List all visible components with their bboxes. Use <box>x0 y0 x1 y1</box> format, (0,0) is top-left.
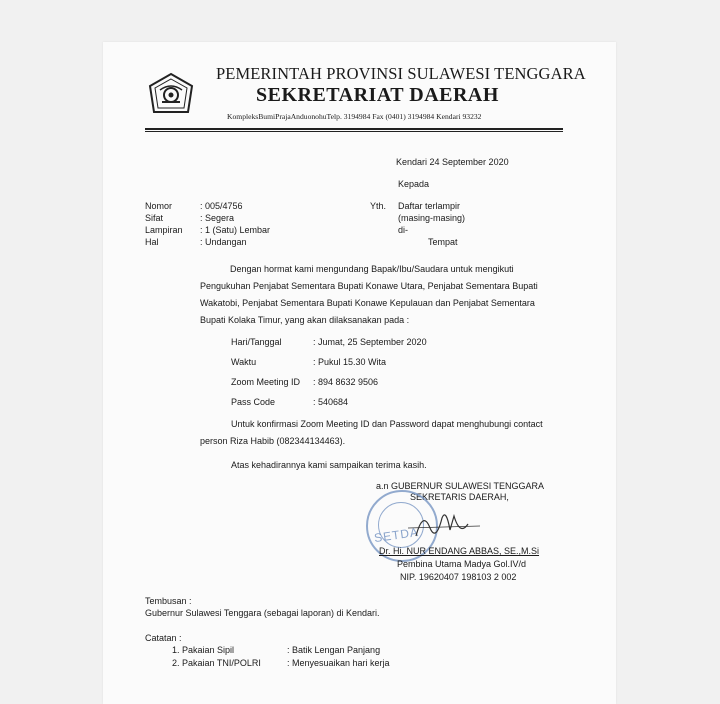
paragraph-line: Pengukuhan Penjabat Sementara Bupati Konawe Utara, Penjabat Sementara Bupati <box>200 281 538 291</box>
catatan-value: : Batik Lengan Panjang <box>287 645 381 655</box>
kepada-label: Kepada <box>398 179 430 189</box>
tembusan-item: Gubernur Sulawesi Tenggara (sebagai laporan) di Kendari. <box>145 608 380 618</box>
signature-name: Dr. Hi. NUR ENDANG ABBAS, SE.,M.Si <box>379 546 540 556</box>
meta-label: Nomor <box>145 201 173 211</box>
closing-text: Atas kehadirannya kami sampaikan terima kasih. <box>231 460 427 470</box>
detail-value: : 894 8632 9506 <box>313 377 379 387</box>
meta-value: : 1 (Satu) Lembar <box>200 225 271 235</box>
meta-value: : 005/4756 <box>200 201 243 211</box>
signature-an: a.n GUBERNUR SULAWESI TENGGARA <box>376 481 545 491</box>
signature-rank: Pembina Utama Madya Gol.IV/d <box>397 559 527 569</box>
detail-value: : Pukul 15.30 Wita <box>313 357 387 367</box>
tembusan-heading: Tembusan : <box>145 596 192 606</box>
signature-nip: NIP. 19620407 198103 2 002 <box>400 572 517 582</box>
paragraph-line: Wakatobi, Penjabat Sementara Bupati Konawe Kepulauan dan Penjabat Sementara <box>200 298 535 308</box>
handwritten-signature-icon <box>368 506 488 546</box>
signature-title: SEKRETARIS DAERAH, <box>410 492 509 502</box>
paragraph-line: Bupati Kolaka Timur, yang akan dilaksanakan pada : <box>200 315 410 325</box>
header-divider <box>145 128 563 130</box>
meta-value: : Undangan <box>200 237 247 247</box>
catatan-label: 1. Pakaian Sipil <box>172 645 235 655</box>
detail-label: Hari/Tanggal <box>231 337 282 347</box>
letterhead-address: KompleksBumiPrajaAnduonohuTelp. 3194984 Fax (0401) 3194984 Kendari 93232 <box>227 112 482 121</box>
letter-date: Kendari 24 September 2020 <box>396 157 509 167</box>
detail-label: Zoom Meeting ID <box>231 377 301 387</box>
meta-label: Hal <box>145 237 159 247</box>
catatan-value: : Menyesuaikan hari kerja <box>287 658 390 668</box>
detail-label: Pass Code <box>231 397 276 407</box>
province-emblem-icon <box>148 72 194 118</box>
detail-value: : Jumat, 25 September 2020 <box>313 337 427 347</box>
recipient-di: di- <box>398 225 409 235</box>
detail-label: Waktu <box>231 357 257 367</box>
paragraph-line: Dengan hormat kami mengundang Bapak/Ibu/Saudara untuk mengikuti <box>230 264 514 274</box>
recipient-line1: Daftar terlampir <box>398 201 461 211</box>
catatan-label: 2. Pakaian TNI/POLRI <box>172 658 261 668</box>
recipient-tempat: Tempat <box>428 237 458 247</box>
letterhead-line2: SEKRETARIAT DAERAH <box>256 84 499 106</box>
stamp-label: SETDA <box>373 524 420 546</box>
meta-label: Lampiran <box>145 225 183 235</box>
header-divider-thin <box>145 131 563 132</box>
recipient-yth: Yth. <box>370 201 387 211</box>
meta-value: : Segera <box>200 213 235 223</box>
confirm-line: person Riza Habib (082344134463). <box>200 436 346 446</box>
meta-label: Sifat <box>145 213 164 223</box>
recipient-line2: (masing-masing) <box>398 213 466 223</box>
letterhead-line1: PEMERINTAH PROVINSI SULAWESI TENGGARA <box>216 64 586 83</box>
catatan-heading: Catatan : <box>145 633 182 643</box>
detail-value: : 540684 <box>313 397 349 407</box>
confirm-line: Untuk konfirmasi Zoom Meeting ID dan Password dapat menghubungi contact <box>231 419 543 429</box>
